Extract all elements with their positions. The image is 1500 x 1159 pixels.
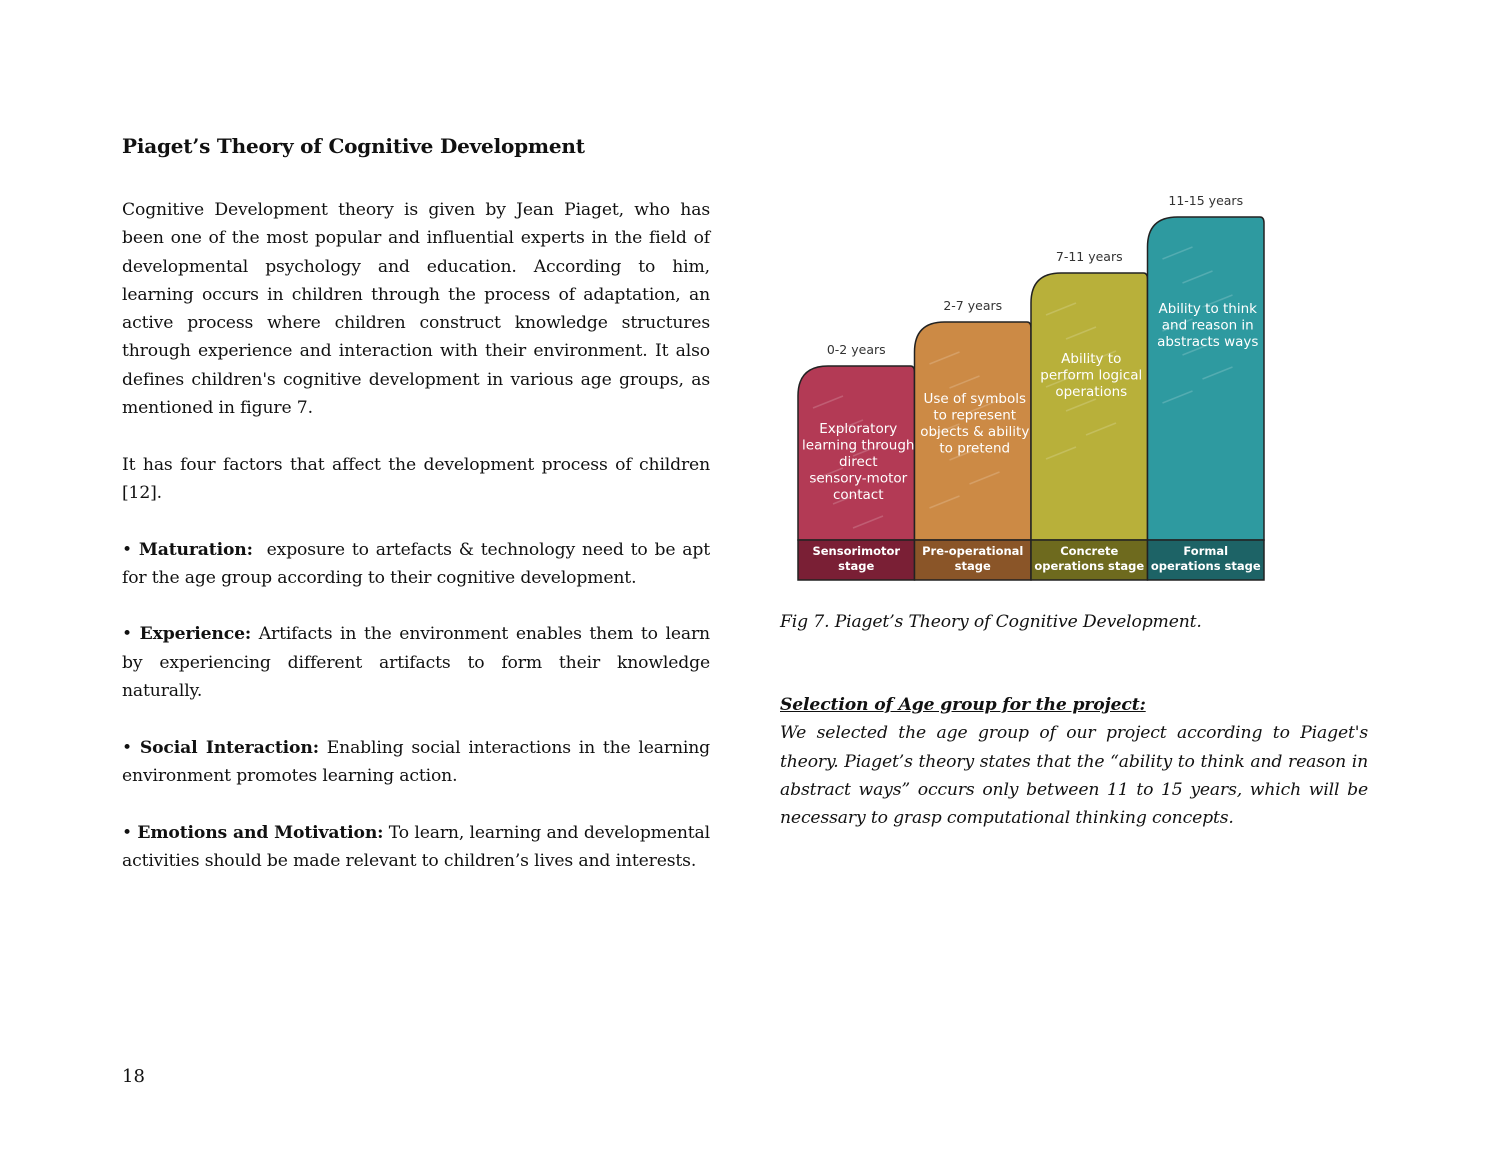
stage-description-line: direct	[838, 454, 878, 470]
stage-name-line: Formal	[1183, 544, 1229, 558]
stage-step-3	[1148, 193, 1265, 580]
stage-description-line: to pretend	[939, 440, 1011, 457]
stage-name-line: Concrete	[1060, 544, 1119, 558]
intro-paragraph: Cognitive Development theory is given by Jean Piaget, who has been one of the most popular and influential experts in the field of developmental psychology and education. According to him, learning occurs in children through the process of adaptation, an active process where children construct knowledge structures through experience and interaction with their environment. It also defines children's cognitive development in various age groups, as mentioned in figure 7.	[122, 200, 710, 419]
stage-age-label: 0-2 years	[826, 342, 886, 357]
selection-body: We selected the age group of our project according to Piaget's theory. Piaget’s theory states that the “ability to think and reason in abstract ways” occurs only between 11 to 15 years, which will be necessary to grasp computational thinking concepts.	[780, 723, 1368, 829]
bullet: •	[122, 539, 132, 560]
stage-description-line: Use of symbols	[923, 391, 1027, 407]
factor-emotions-motivation	[122, 819, 710, 876]
factor-text: Enabling social interactions in the learning environment promotes learning action.	[122, 737, 710, 786]
factor-label: Experience:	[139, 624, 252, 645]
factor-text: Artifacts in the environment enables them to learn by experiencing different artifacts to form their knowledge naturally.	[122, 624, 710, 702]
stage-description-line: objects & ability	[920, 424, 1030, 440]
figure-caption: Fig 7. Piaget’s Theory of Cognitive Development.	[780, 612, 1202, 632]
factor-text: exposure to artefacts & technology need to be apt for the age group according to their cognitive development.	[122, 539, 710, 588]
factors-intro-paragraph: It has four factors that affect the development process of children [12].	[122, 454, 710, 503]
main-text-column	[122, 196, 710, 903]
stage-description-line: Ability to think	[1158, 301, 1257, 317]
stage-column	[1031, 273, 1148, 540]
stage-description-line: abstracts ways	[1157, 334, 1259, 350]
stage-description-line: Ability to	[1061, 351, 1122, 367]
stage-name-line: Sensorimotor	[812, 544, 901, 558]
stage-description-line: perform logical	[1040, 367, 1143, 384]
stage-age-label: 7-11 years	[1055, 249, 1123, 264]
stage-name-line: stage	[954, 559, 991, 573]
selection-section	[780, 691, 1368, 832]
stage-age-label: 11-15 years	[1168, 193, 1244, 208]
stage-description-line: contact	[832, 487, 884, 503]
piaget-stages-figure	[780, 180, 1280, 590]
factor-social-interaction	[122, 734, 710, 791]
bullet: •	[122, 624, 132, 645]
stages-illustration	[780, 180, 1280, 590]
stage-description-line: learning through	[802, 437, 915, 454]
bullet: •	[122, 737, 132, 758]
bullet: •	[122, 822, 132, 843]
stage-step-0	[798, 342, 915, 580]
stage-step-1	[915, 298, 1032, 580]
stage-description-line: to represent	[933, 407, 1017, 424]
stage-description-line: operations	[1055, 384, 1128, 400]
stage-description-line: and reason in	[1161, 317, 1254, 334]
factor-maturation	[122, 536, 710, 593]
stage-name-line: stage	[838, 559, 875, 573]
factor-label: Maturation:	[138, 539, 253, 560]
stage-step-2	[1031, 249, 1148, 580]
stage-name-line: Pre-operational	[922, 544, 1024, 558]
factor-text: To learn, learning and developmental activities should be made relevant to children’s lives and interests.	[122, 822, 710, 871]
stage-name-line: operations stage	[1034, 559, 1145, 573]
page-number: 18	[122, 1066, 145, 1087]
stage-description-line: sensory-motor	[809, 470, 908, 487]
factor-label: Social Interaction:	[139, 737, 319, 758]
factor-experience	[122, 620, 710, 705]
stage-description-line: Exploratory	[819, 421, 898, 437]
stage-name-line: operations stage	[1150, 559, 1261, 573]
stage-age-label: 2-7 years	[943, 298, 1003, 313]
page-title: Piaget’s Theory of Cognitive Development	[122, 134, 585, 158]
factor-label: Emotions and Motivation:	[137, 822, 384, 843]
selection-title: Selection of Age group for the project:	[780, 695, 1146, 715]
